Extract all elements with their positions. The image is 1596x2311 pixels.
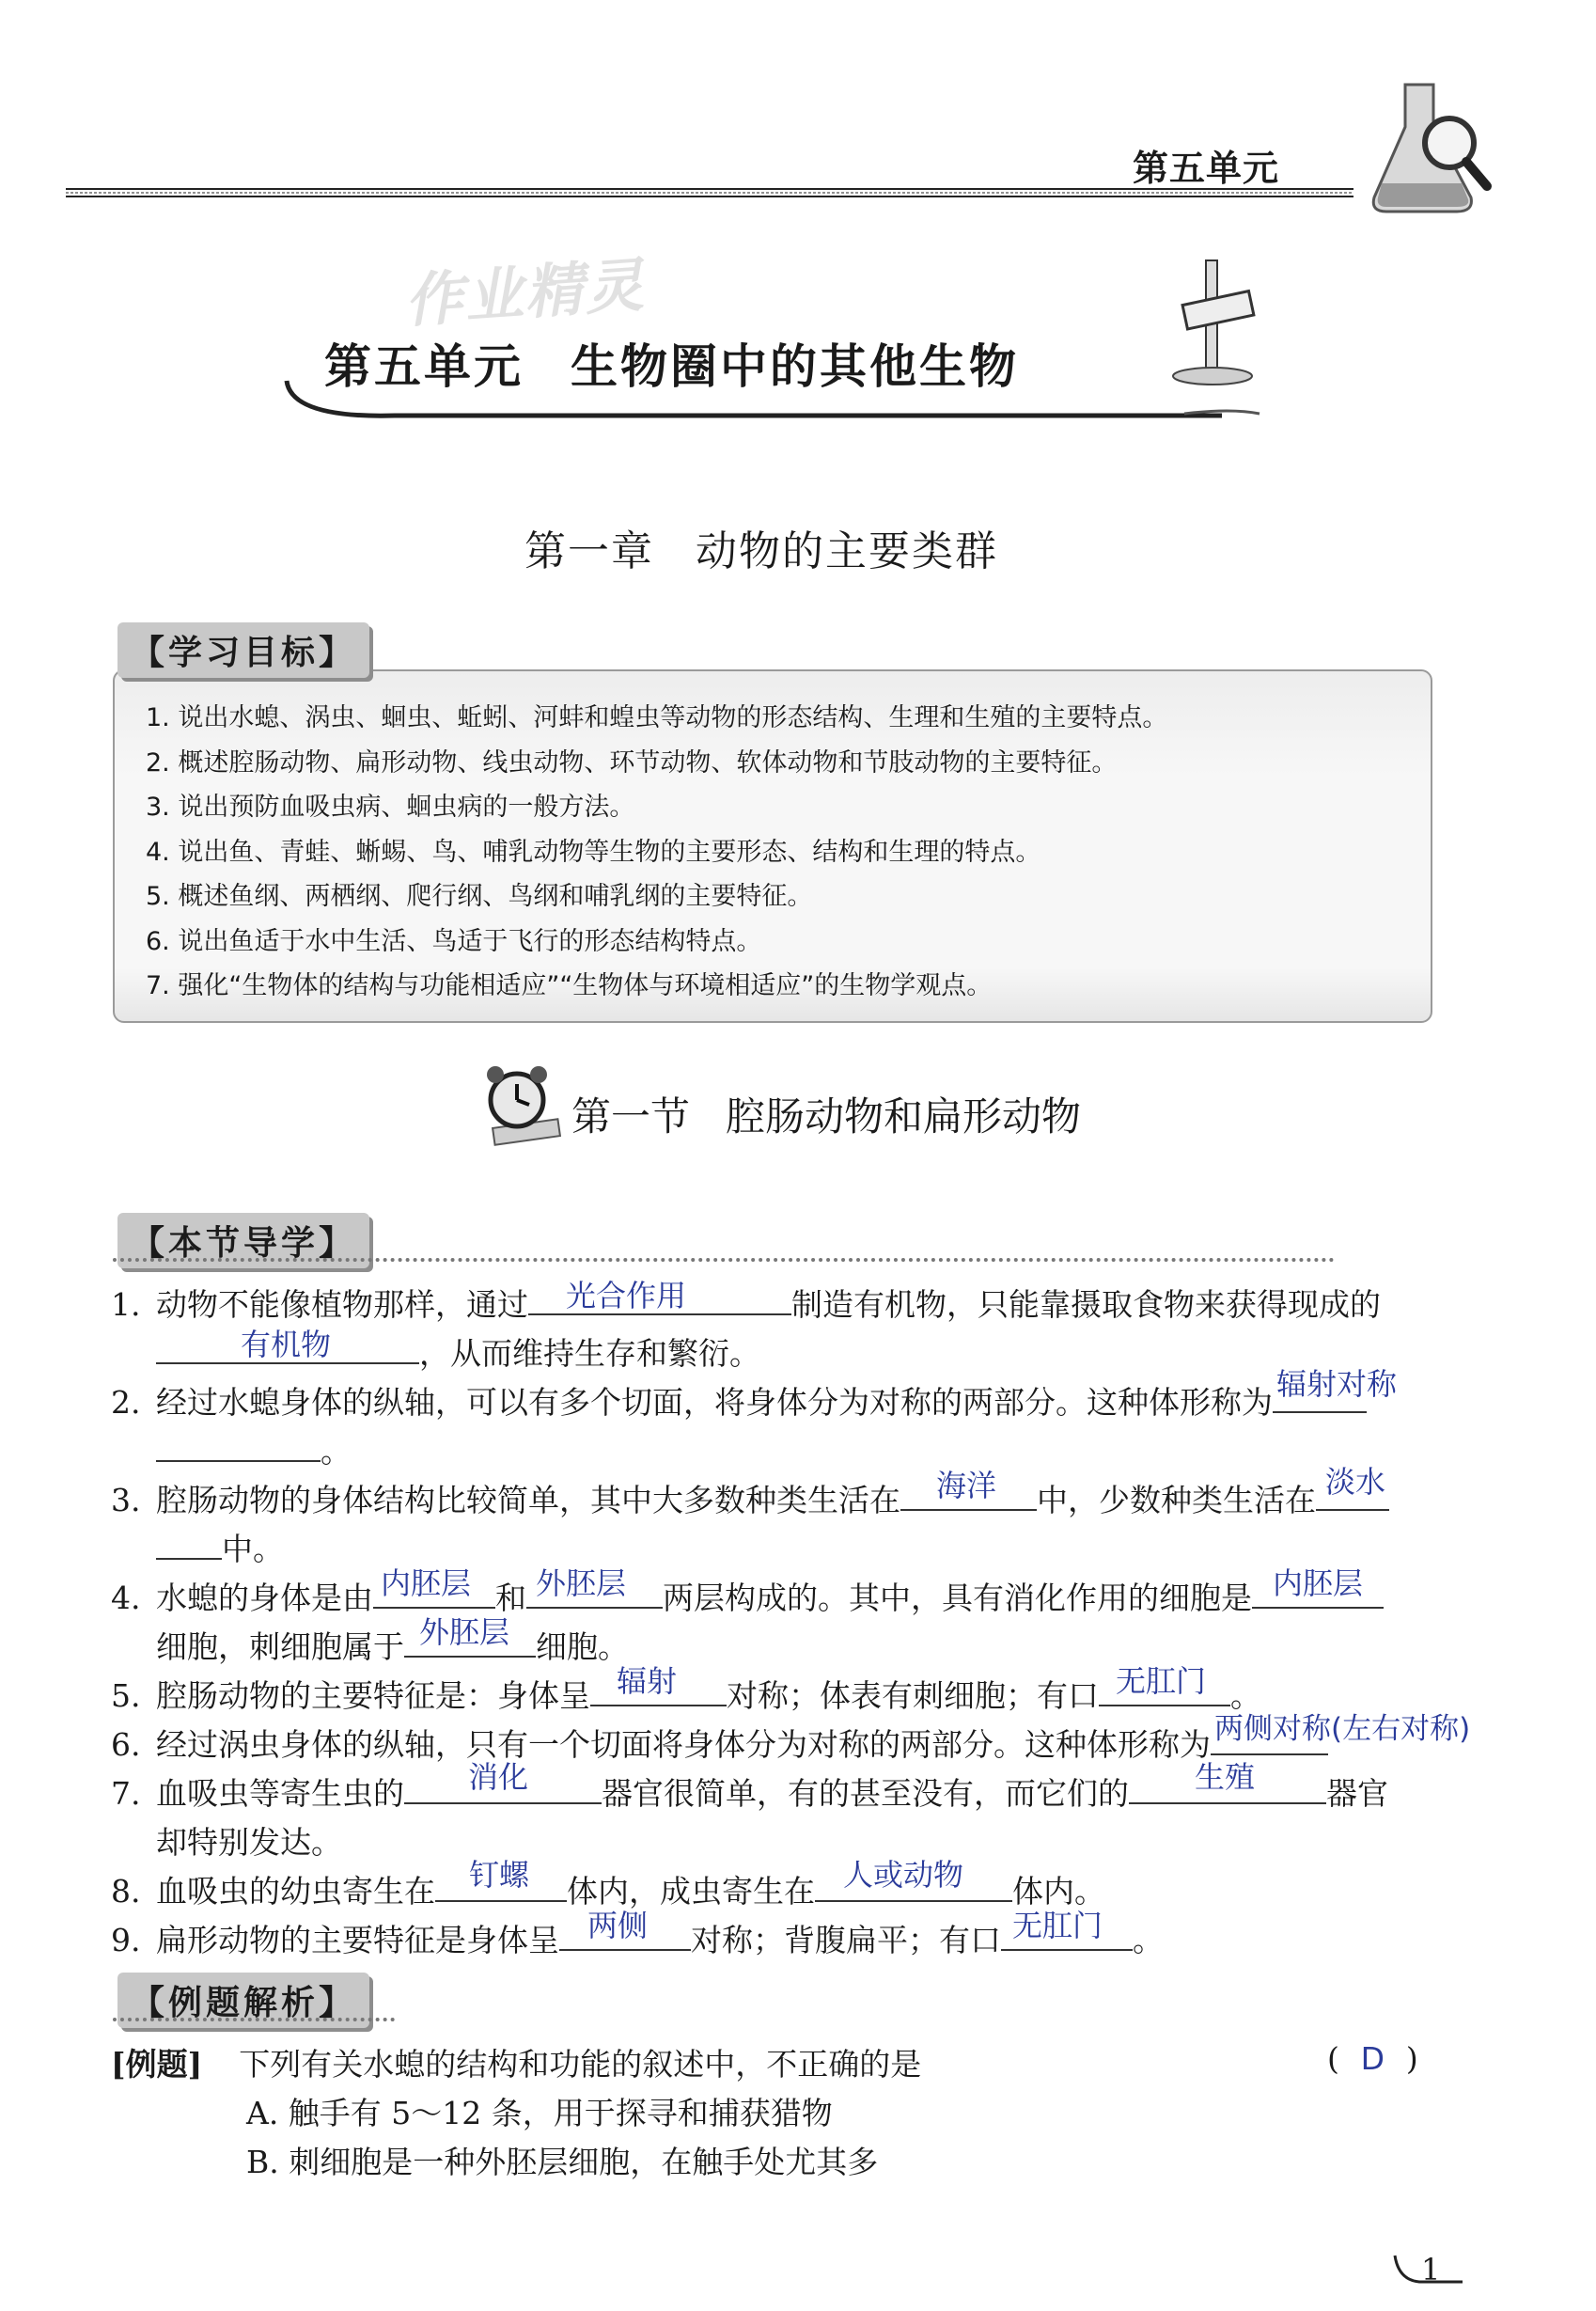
bracket-open: ( [1327,2040,1339,2077]
handwritten-answer: 人或动物 [843,1857,964,1893]
objective-item: 7. 强化“生物体的结构与功能相适应”“生物体与环境相适应”的生物学观点。 [146,971,993,1000]
answer-blank [404,1759,602,1804]
bracket-close: ) [1405,2040,1418,2077]
question-3 [111,1464,1389,1520]
question-text: 扁形动物的主要特征是身体呈 [156,1922,559,1958]
question-7-cont [156,1818,342,1863]
question-number: 6. [111,1726,141,1763]
question-2 [111,1366,1398,1423]
handwritten-answer: D [1360,2040,1385,2077]
guide-divider [113,1258,1335,1262]
question-text: 却特别发达。 [156,1824,342,1861]
objectives-tag: 【学习目标】 [117,622,369,678]
flask-magnifier-icon [1363,75,1494,226]
handwritten-answer: 辐射 [617,1663,678,1699]
question-text: 。 [1230,1677,1261,1714]
objective-item: 4. 说出鱼、青蛙、蜥蜴、鸟、哺乳动物等生物的主要形态、结构和生理的特点。 [146,837,1041,867]
answer-blank [435,1857,567,1902]
chapter-name: 动物的主要类群 [696,527,998,575]
handwritten-answer: 两侧对称(左右对称) [1214,1712,1471,1746]
question-number: 3. [111,1482,141,1518]
objectives-list [146,696,1167,1009]
handwritten-answer: 生殖 [1195,1759,1256,1795]
example-question [111,2040,921,2084]
question-number: 8. [111,1873,141,1910]
option-b: B. 刺细胞是一种外胚层细胞，在触手处尤其多 [246,2144,879,2180]
question-number: 2. [111,1384,141,1421]
question-text: 水螅的身体是由 [156,1580,373,1616]
question-number: 5. [111,1677,141,1714]
microscope-icon [1170,256,1260,387]
question-text: 两层构成的。其中，具有消化作用的细胞是 [663,1580,1252,1616]
unit-title [324,329,1019,397]
answer-blank [815,1857,1012,1902]
unit-title-name: 生物圈中的其他生物 [571,339,1019,394]
objective-item: 3. 说出预防血吸虫病、蛔虫病的一般方法。 [146,793,635,822]
question-text: ，从而维持生存和繁衍。 [419,1335,760,1372]
question-text: 中。 [222,1531,284,1567]
question-9 [111,1908,1164,1960]
question-4-cont [156,1614,629,1667]
page-number: 1 [1421,2252,1441,2287]
answer-blank [1252,1565,1384,1609]
unit-title-number: 第五单元 [324,339,524,394]
answer-bracket [1327,2040,1418,2077]
answer-blank [559,1908,691,1951]
question-text: 对称；体表有刺细胞；有口 [727,1677,1099,1714]
question-1 [111,1278,1381,1325]
question-text: 对称；背腹扁平；有口 [691,1922,1001,1958]
example-tag: 【例题解析】 [117,1973,369,2028]
handwritten-answer: 无肛门 [1116,1663,1207,1699]
question-number: 4. [111,1580,141,1616]
handwritten-answer: 钉螺 [469,1857,530,1893]
section-name: 腔肠动物和扁形动物 [726,1093,1082,1140]
question-text: 器官 [1326,1775,1388,1812]
objective-item: 5. 概述鱼纲、两栖纲、爬行纲、鸟纲和哺乳纲的主要特征。 [146,882,813,911]
question-text: 动物不能像植物那样，通过 [156,1286,528,1323]
answer-blank [156,1432,321,1462]
handwritten-answer: 有机物 [241,1327,332,1362]
example-divider [113,2018,395,2021]
question-5 [111,1663,1261,1716]
question-number: 7. [111,1775,141,1812]
answer-blank [1273,1366,1398,1413]
question-text: 体内，成虫寄生在 [567,1873,815,1910]
handwritten-answer: 消化 [468,1759,529,1795]
question-text: 制造有机物，只能靠摄取食物来获得现成的 [791,1286,1381,1323]
answer-blank [590,1663,727,1706]
question-4 [111,1565,1384,1618]
question-text: 血吸虫的幼虫寄生在 [156,1873,435,1910]
example-question-text: 下列有关水螅的结构和功能的叙述中，不正确的是 [239,2046,922,2083]
watermark: 作业精灵 [402,250,648,336]
answer-blank [900,1468,1037,1511]
running-header-unit: 第五单元 [1133,147,1280,189]
handwritten-answer: 淡水 [1325,1464,1386,1500]
objective-item: 2. 概述腔肠动物、扁形动物、线虫动物、环节动物、软体动物和节肢动物的主要特征。 [146,747,1118,778]
question-text: 细胞，刺细胞属于 [156,1628,404,1665]
handwritten-answer: 内胚层 [381,1565,472,1601]
question-text: 器官很简单，有的甚至没有，而它们的 [602,1775,1129,1812]
question-1-cont [156,1329,760,1374]
handwritten-answer: 光合作用 [566,1278,687,1313]
question-text: 血吸虫等寄生虫的 [156,1775,404,1812]
chapter-title [524,517,998,577]
question-7 [111,1759,1388,1814]
answer-blank [1316,1464,1389,1511]
example-label: [例题] [111,2046,203,2083]
objective-item: 1. 说出水螅、涡虫、蛔虫、蚯蚓、河蚌和蝗虫等动物的形态结构、生理和生殖的主要特点。 [146,703,1168,732]
question-2-cont [156,1427,352,1471]
question-text: 体内。 [1012,1873,1105,1910]
answer-blank [526,1565,663,1609]
answer-blank [1001,1908,1133,1951]
option-a: A. 触手有 5～12 条，用于探寻和捕获猎物 [246,2095,833,2131]
answer-blank [1129,1759,1326,1804]
header-rule [66,186,1353,199]
answer-blank [1099,1663,1230,1706]
alarm-clock-icon [475,1058,564,1147]
question-text: 腔肠动物的主要特征是：身体呈 [156,1677,590,1714]
handwritten-answer: 无肛门 [1012,1908,1103,1943]
question-text: 经过水螅身体的纵轴，可以有多个切面，将身体分为对称的两部分。这种体形称为 [156,1384,1273,1421]
question-text: 。 [321,1433,352,1470]
chapter-number: 第一章 [524,527,654,575]
answer-blank [373,1565,495,1609]
handwritten-answer: 两侧 [587,1908,649,1943]
question-number: 1. [111,1286,141,1323]
answer-blank [156,1327,419,1364]
guide-tag: 【本节导学】 [117,1213,369,1268]
question-text: 。 [1133,1922,1164,1958]
answer-blank [156,1530,222,1560]
answer-blank [528,1278,791,1315]
answer-blank [1211,1712,1471,1755]
handwritten-answer: 海洋 [936,1468,997,1503]
answer-blank [404,1614,536,1658]
question-number: 9. [111,1922,141,1958]
handwritten-answer: 辐射对称 [1276,1366,1398,1402]
section-title [571,1086,1081,1142]
question-3-cont [156,1525,284,1569]
question-text: 细胞。 [536,1628,629,1665]
handwritten-answer: 外胚层 [419,1614,510,1650]
section-number: 第一节 [571,1093,691,1140]
handwritten-answer: 内胚层 [1273,1565,1364,1601]
question-text: 经过涡虫身体的纵轴，只有一个切面将身体分为对称的两部分。这种体形称为 [156,1726,1211,1763]
handwritten-answer: 外胚层 [536,1565,627,1601]
objective-item: 6. 说出鱼适于水中生活、鸟适于飞行的形态结构特点。 [146,926,762,956]
question-6 [111,1712,1471,1765]
question-text: 和 [495,1580,526,1616]
question-text: 腔肠动物的身体结构比较简单，其中大多数种类生活在 [156,1482,900,1518]
question-text: 中，少数种类生活在 [1037,1482,1316,1518]
